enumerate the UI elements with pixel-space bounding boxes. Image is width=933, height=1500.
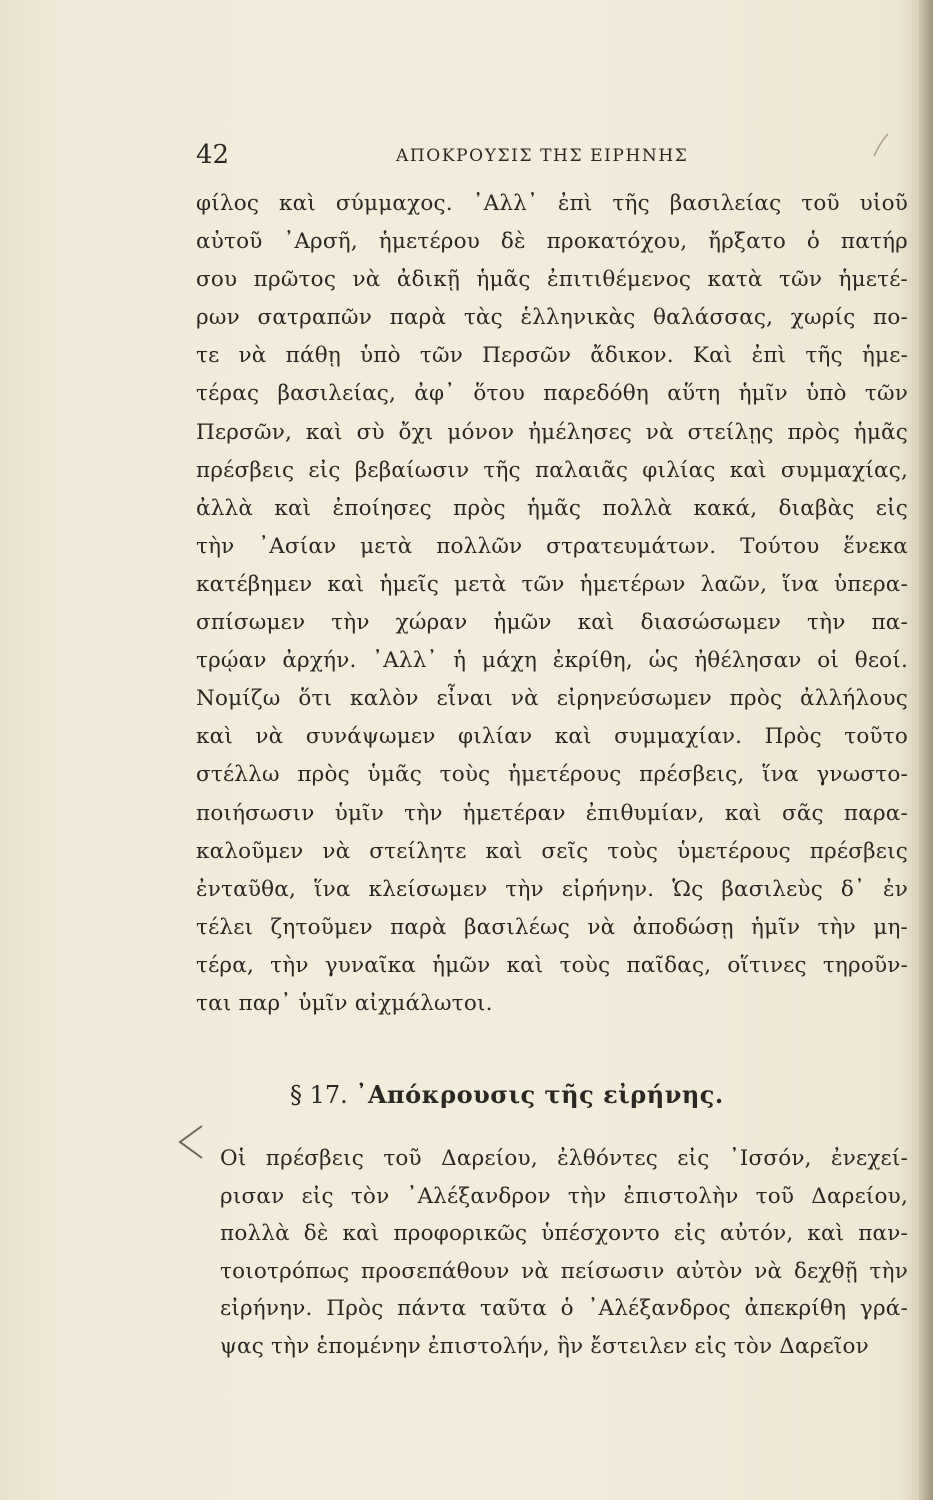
text-line: ποιήσωσιν ὑμῖν τὴν ἡμετέραν ἐπιθυμίαν, καὶ σᾶς παρα- <box>196 800 908 826</box>
text-line: τέρα, τὴν γυναῖκα ἡμῶν καὶ τοὺς παῖδας, οἵτινες τηροῦν- <box>196 952 908 978</box>
main-paragraph <box>196 185 908 1023</box>
text-line: αὐτοῦ ᾿Αρσῆ, ἡμετέρου δὲ προκατόχου, ἤρξατο ὁ πατήρ <box>196 229 908 255</box>
page-header <box>196 140 886 180</box>
text-line: ρων σατραπῶν παρὰ τὰς ἑλληνικὰς θαλάσσας, χωρίς πο- <box>196 305 908 331</box>
text-line: τοιοτρόπως προσεπάθουν νὰ πείσωσιν αὐτὸν νὰ δεχθῇ τὴν <box>220 1258 908 1284</box>
text-line: ἐνταῦθα, ἵνα κλείσωμεν τὴν εἰρήνην. Ὡς βασιλεὺς δ᾿ ἐν <box>196 876 908 902</box>
text-line: τρῴαν ἀρχήν. ᾿Αλλ᾿ ἡ μάχη ἐκρίθη, ὡς ἠθέλησαν οἱ θεοί. <box>196 648 908 674</box>
section-heading <box>290 1080 850 1109</box>
running-title: ΑΠΟΚΡΟΥΣΙΣ ΤΗΣ ΕΙΡΗΝΗΣ <box>396 146 689 166</box>
text-line: τὴν ᾿Ασίαν μετὰ πολλῶν στρατευμάτων. Τούτου ἕνεκα <box>196 533 908 559</box>
text-line: τέρας βασιλείας, ἀφ᾿ ὅτου παρεδόθη αὕτη ἡμῖν ὑπὸ τῶν <box>196 381 908 407</box>
text-line: σπίσωμεν τὴν χώραν ἡμῶν καὶ διασώσωμεν τὴν πα- <box>196 610 908 636</box>
page-edge <box>919 0 933 1500</box>
text-line: ψας τὴν ἑπομένην ἐπιστολήν, ἣν ἔστειλεν εἰς τὸν Δαρεῖον <box>220 1333 869 1359</box>
text-line: ται παρ᾿ ὑμῖν αἰχμάλωτοι. <box>196 990 493 1016</box>
section-title: ᾿Απόκρουσις τῆς εἰρήνης. <box>355 1080 724 1109</box>
text-line: τέλει ζητοῦμεν παρὰ βασιλέως νὰ ἀποδώσῃ ἡμῖν τὴν μη- <box>196 914 908 940</box>
text-line: ρισαν εἰς τὸν ᾿Αλέξανδρον τὴν ἐπιστολὴν τοῦ Δαρείου, <box>220 1183 908 1209</box>
section-paragraph <box>220 1140 908 1366</box>
pencil-mark-icon <box>870 130 892 160</box>
text-line: τε νὰ πάθῃ ὑπὸ τῶν Περσῶν ἄδικον. Καὶ ἐπὶ τῆς ἡμε- <box>196 343 908 369</box>
text-line: καλοῦμεν νὰ στείλητε καὶ σεῖς τοὺς ὑμετέρους πρέσβεις <box>196 838 908 864</box>
text-line: φίλος καὶ σύμμαχος. ᾿Αλλ᾿ ἐπὶ τῆς βασιλείας τοῦ υἱοῦ <box>196 191 908 216</box>
text-line: σου πρῶτος νὰ ἀδικῇ ἡμᾶς ἐπιτιθέμενος κατὰ τῶν ἡμετέ- <box>196 267 908 293</box>
text-line: Οἱ πρέσβεις τοῦ Δαρείου, ἐλθόντες εἰς ᾿Ισσόν, ἐνεχεί- <box>220 1146 908 1171</box>
text-line: κατέβημεν καὶ ἡμεῖς μετὰ τῶν ἡμετέρων λαῶν, ἵνα ὑπερα- <box>196 571 908 597</box>
section-number: § 17. <box>290 1081 348 1109</box>
page-number: 42 <box>196 140 230 170</box>
text-line: ἀλλὰ καὶ ἐποίησες πρὸς ἡμᾶς πολλὰ κακά, διαβὰς εἰς <box>196 495 908 521</box>
text-line: στέλλω πρὸς ὑμᾶς τοὺς ἡμετέρους πρέσβεις, ἵνα γνωστο- <box>196 762 908 788</box>
text-line: καὶ νὰ συνάψωμεν φιλίαν καὶ συμμαχίαν. Πρὸς τοῦτο <box>196 724 908 750</box>
text-line: πολλὰ δὲ καὶ προφορικῶς ὑπέσχοντο εἰς αὐτόν, καὶ παν- <box>220 1221 908 1247</box>
text-line: εἰρήνην. Πρὸς πάντα ταῦτα ὁ ᾿Αλέξανδρος ἀπεκρίθη γρά- <box>220 1296 908 1322</box>
pencil-bracket-icon <box>172 1122 212 1162</box>
text-line: Περσῶν, καὶ σὺ ὄχι μόνον ἠμέλησες νὰ στείλῃς πρὸς ἡμᾶς <box>196 419 908 445</box>
text-line: πρέσβεις εἰς βεβαίωσιν τῆς παλαιᾶς φιλίας καὶ συμμαχίας, <box>196 457 908 483</box>
text-line: Νομίζω ὅτι καλὸν εἶναι νὰ εἰρηνεύσωμεν πρὸς ἀλλήλους <box>196 686 908 712</box>
